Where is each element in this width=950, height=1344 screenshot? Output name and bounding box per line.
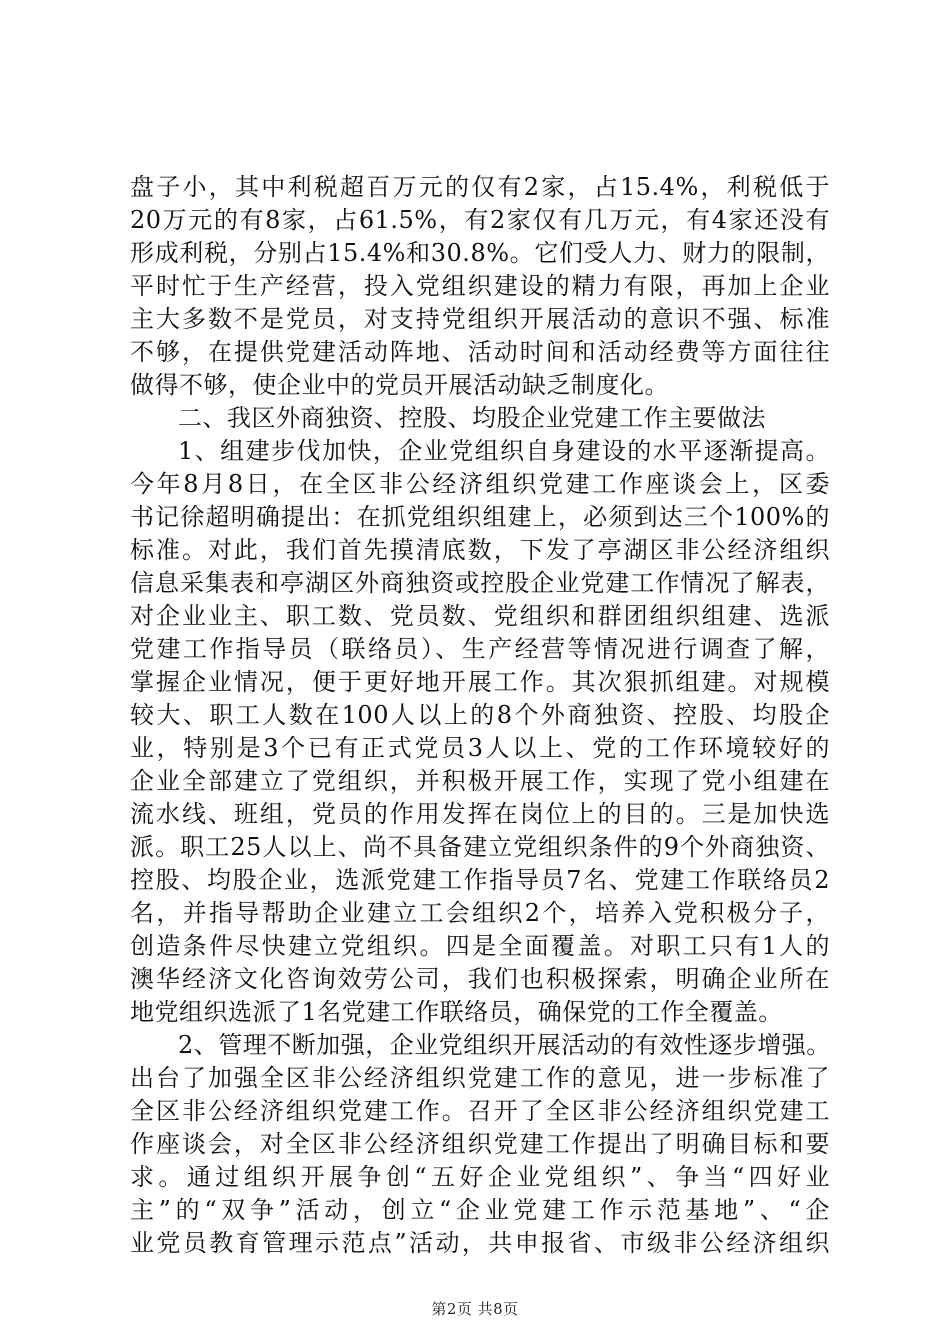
text-line: 掌握企业情况，便于更好地开展工作。其次狠抓组建。对规模 bbox=[130, 668, 830, 696]
text-line: 主”的“双争”活动，创立“企业党建工作示范基地”、“企 bbox=[130, 1196, 830, 1224]
text-line: 标准。对此，我们首先摸清底数，下发了亭湖区非公经济组织 bbox=[130, 536, 830, 564]
text-line: 平时忙于生产经营，投入党组织建设的精力有限，再加上企业 bbox=[130, 272, 830, 300]
text-line: 作座谈会，对全区非公经济组织党建工作提出了明确目标和要 bbox=[130, 1130, 830, 1158]
text-line: 20万元的有8家，占61.5%，有2家仅有几万元，有4家还没有 bbox=[130, 206, 830, 234]
text-line: 对企业业主、职工数、党员数、党组织和群团组织组建、选派 bbox=[130, 602, 830, 630]
text-line: 业，特别是3个已有正式党员3人以上、党的工作环境较好的 bbox=[130, 734, 830, 762]
text-line: 求。通过组织开展争创“五好企业党组织”、争当“四好业 bbox=[130, 1163, 830, 1191]
text-line: 形成利税，分别占15.4%和30.8%。它们受人力、财力的限制， bbox=[130, 239, 830, 267]
section-heading: 二、我区外商独资、控股、均股企业党建工作主要做法 bbox=[178, 404, 766, 432]
text-line: 较大、职工人数在100人以上的8个外商独资、控股、均股企 bbox=[130, 701, 830, 729]
text-line: 出台了加强全区非公经济组织党建工作的意见，进一步标准了 bbox=[130, 1064, 830, 1092]
text-line: 信息采集表和亭湖区外商独资或控股企业党建工作情况了解表， bbox=[130, 569, 830, 597]
text-line: 派。职工25人以上、尚不具备建立党组织条件的9个外商独资、 bbox=[130, 833, 830, 861]
text-line: 党建工作指导员（联络员）、生产经营等情况进行调查了解， bbox=[130, 635, 830, 663]
text-line: 书记徐超明确提出：在抓党组织组建上，必须到达三个100%的 bbox=[130, 503, 830, 531]
text-line: 业党员教育管理示范点”活动，共申报省、市级非公经济组织 bbox=[130, 1229, 830, 1257]
text-line: 地党组织选派了1名党建工作联络员，确保党的工作全覆盖。 bbox=[130, 998, 783, 1026]
text-line: 企业全部建立了党组织，并积极开展工作，实现了党小组建在 bbox=[130, 767, 830, 795]
text-line: 澳华经济文化咨询效劳公司，我们也积极探索，明确企业所在 bbox=[130, 965, 830, 993]
text-line: 主大多数不是党员，对支持党组织开展活动的意识不强、标准 bbox=[130, 305, 830, 333]
text-line: 不够，在提供党建活动阵地、活动时间和活动经费等方面往往 bbox=[130, 338, 830, 366]
text-line: 今年8月8日，在全区非公经济组织党建工作座谈会上，区委 bbox=[130, 470, 830, 498]
paragraph-start: 1、组建步伐加快，企业党组织自身建设的水平逐渐提高。 bbox=[178, 437, 830, 465]
text-line: 流水线、班组，党员的作用发挥在岗位上的目的。三是加快选 bbox=[130, 800, 830, 828]
document-body bbox=[130, 171, 830, 1260]
text-line: 做得不够，使企业中的党员开展活动缺乏制度化。 bbox=[130, 371, 669, 399]
text-line: 控股、均股企业，选派党建工作指导员7名、党建工作联络员2 bbox=[130, 866, 830, 894]
text-line: 名，并指导帮助企业建立工会组织2个，培养入党积极分子， bbox=[130, 899, 830, 927]
page-number-footer: 第2页 共8页 bbox=[431, 1300, 519, 1318]
text-line: 全区非公经济组织党建工作。召开了全区非公经济组织党建工 bbox=[130, 1097, 830, 1125]
paragraph-start: 2、管理不断加强，企业党组织开展活动的有效性逐步增强。 bbox=[178, 1031, 831, 1059]
text-line: 创造条件尽快建立党组织。四是全面覆盖。对职工只有1人的 bbox=[130, 932, 830, 960]
text-line: 盘子小，其中利税超百万元的仅有2家，占15.4%，利税低于 bbox=[130, 173, 830, 201]
